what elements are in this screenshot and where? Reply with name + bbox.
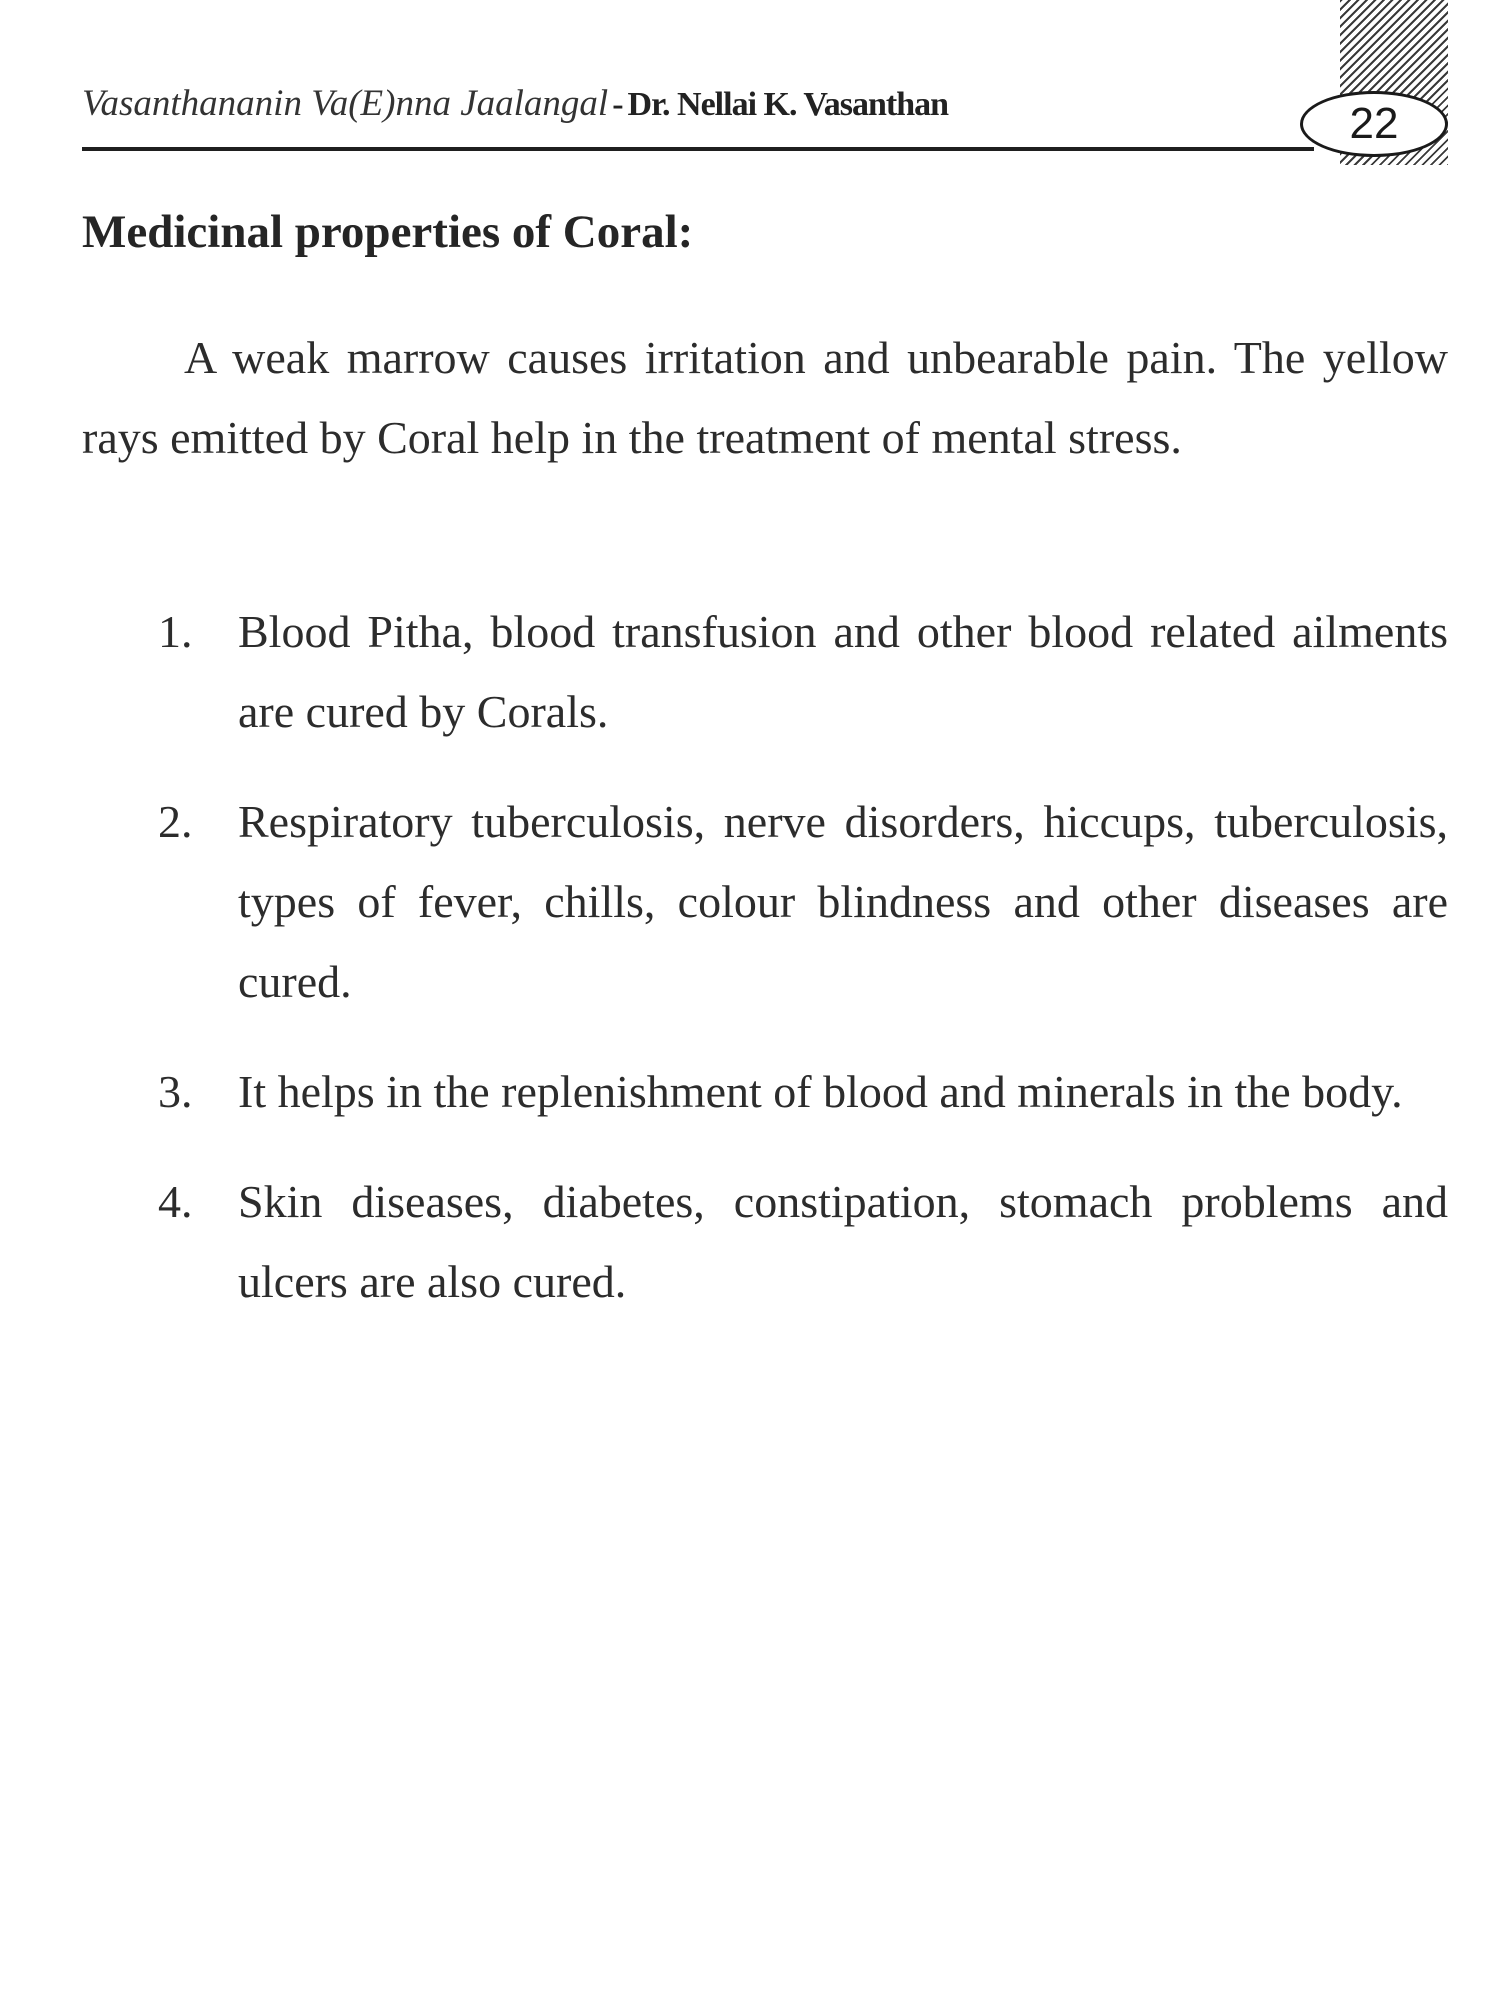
header-separator: - [612, 86, 624, 123]
properties-list [82, 592, 1448, 1352]
list-item-text: Respiratory tuberculosis, nerve disorders, hiccups, tuberculosis, types of fever, chills, colour blindness and other diseases are cured. [238, 796, 1448, 1007]
list-item-number: 4. [158, 1176, 193, 1227]
list-item-number: 1. [158, 606, 193, 657]
list-item-number: 3. [158, 1066, 193, 1117]
intro-paragraph: A weak marrow causes irritation and unbearable pain. The yellow rays emitted by Coral help in the treatment of mental stress. [82, 332, 1448, 463]
author-name: Dr. Nellai K. Vasanthan [627, 86, 949, 123]
list-item-text: Blood Pitha, blood transfusion and other blood related ailments are cured by Corals. [238, 606, 1448, 737]
book-title: Vasanthananin Va(E)nna Jaalangal [82, 83, 609, 124]
list-item [82, 1162, 1448, 1322]
list-item-text: Skin diseases, diabetes, constipation, stomach problems and ulcers are also cured. [238, 1176, 1448, 1307]
page-number: 22 [1349, 99, 1399, 148]
list-item [82, 592, 1448, 752]
page-number-badge [1300, 91, 1448, 157]
list-item-number: 2. [158, 796, 193, 847]
list-item-text: It helps in the replenishment of blood and minerals in the body. [238, 1066, 1403, 1117]
section-heading: Medicinal properties of Coral: [82, 206, 694, 258]
list-item [82, 782, 1448, 1022]
list-item [82, 1052, 1448, 1132]
running-header [82, 82, 1302, 132]
header-rule [82, 147, 1314, 151]
